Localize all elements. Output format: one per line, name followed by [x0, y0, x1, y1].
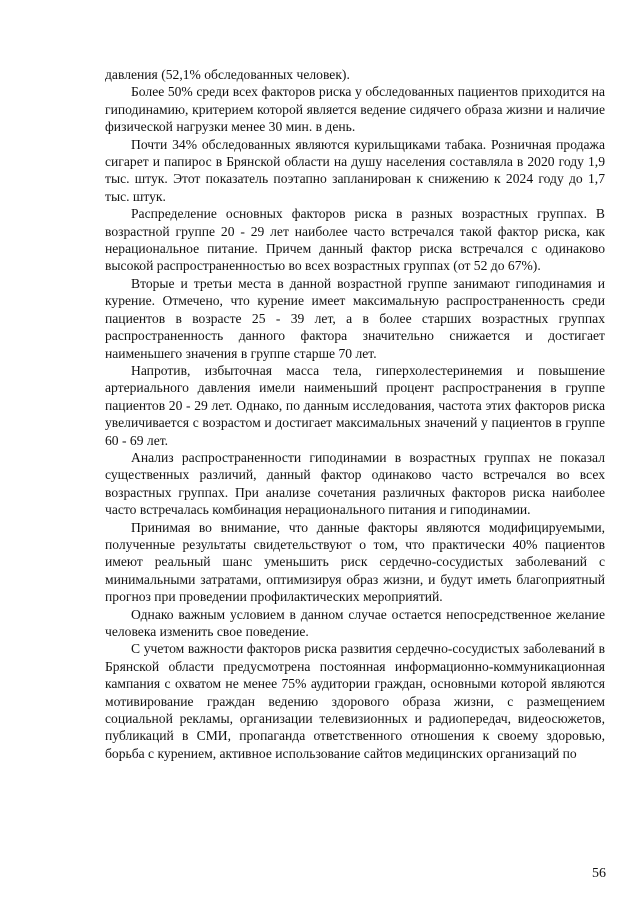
paragraph: Почти 34% обследованных являются курильщиками табака. Розничная продажа сигарет и папирос в Брянской области на душу населения составляла в 2020 году 1,9 тыс. штук. Этот показатель поэтапно запланирован к снижению к 2024 году до 1,7 тыс. штук. — [105, 136, 605, 204]
paragraph: Вторые и третьи места в данной возрастной группе занимают гиподинамия и курение. Отмечено, что курение имеет максимальную распространенность среди пациентов в возрасте 25 - 39 лет, а в более старших возрастных группах распространенность данного фактора значительно снижается и достигает наименьшего значения в группе старше 70 лет. — [105, 275, 605, 361]
paragraph: Принимая во внимание, что данные факторы являются модифицируемыми, полученные результаты свидетельствуют о том, что практически 40% пациентов имеют реальный шанс уменьшить риск сердечно-сосудистых заболеваний с минимальными затратами, оптимизируя образ жизни, и будут иметь благоприятный прогноз при проведении профилактических мероприятий. — [105, 519, 605, 605]
paragraph: Распределение основных факторов риска в разных возрастных группах. В возрастной группе 20 - 29 лет наиболее часто встречался такой фактор риска, как нерациональное питание. Причем данный фактор риска встречался с одинаково высокой распространенностью во всех возрастных группах (от 52 до 67%). — [105, 206, 605, 274]
paragraph: давления (52,1% обследованных человек). — [105, 67, 350, 82]
paragraph: С учетом важности факторов риска развития сердечно-сосудистых заболеваний в Брянской области предусмотрена постоянная информационно-коммуникационная кампания с охватом не менее 75% аудитории граждан, основными которой являются мотивирование граждан ведению здорового образа жизни, с размещением социальной рекламы, организации телевизионных и радиопередач, видеосюжетов, публикаций в СМИ, пропаганда ответственного отношения к своему здоровью, борьба с курением, активное использование сайтов медицинских организаций по — [105, 641, 605, 761]
paragraph: Более 50% среди всех факторов риска у обследованных пациентов приходится на гиподинамию, критерием которой является ведение сидячего образа жизни и наличие физической нагрузки менее 30 мин. в день. — [105, 84, 605, 135]
paragraph: Анализ распространенности гиподинамии в возрастных группах не показал существенных различий, данный фактор одинаково часто встречался во всех возрастных группах. При анализе сочетания различных факторов риска наиболее часто встречалась комбинация нерационального питания и гиподинамии. — [105, 449, 605, 518]
page-number: 56 — [592, 866, 606, 881]
paragraph: Напротив, избыточная масса тела, гиперхолестеринемия и повышение артериального давления имели наименьший процент распространения в группе пациентов 20 - 29 лет. Однако, по данным исследования, частота этих факторов риска увеличивается с возрастом и достигает максимальных значений у пациентов в группе 60 - 69 лет. — [105, 362, 605, 448]
paragraph: Однако важным условием в данном случае остается непосредственное желание человека изменить свое поведение. — [105, 606, 605, 639]
document-body — [105, 66, 605, 762]
